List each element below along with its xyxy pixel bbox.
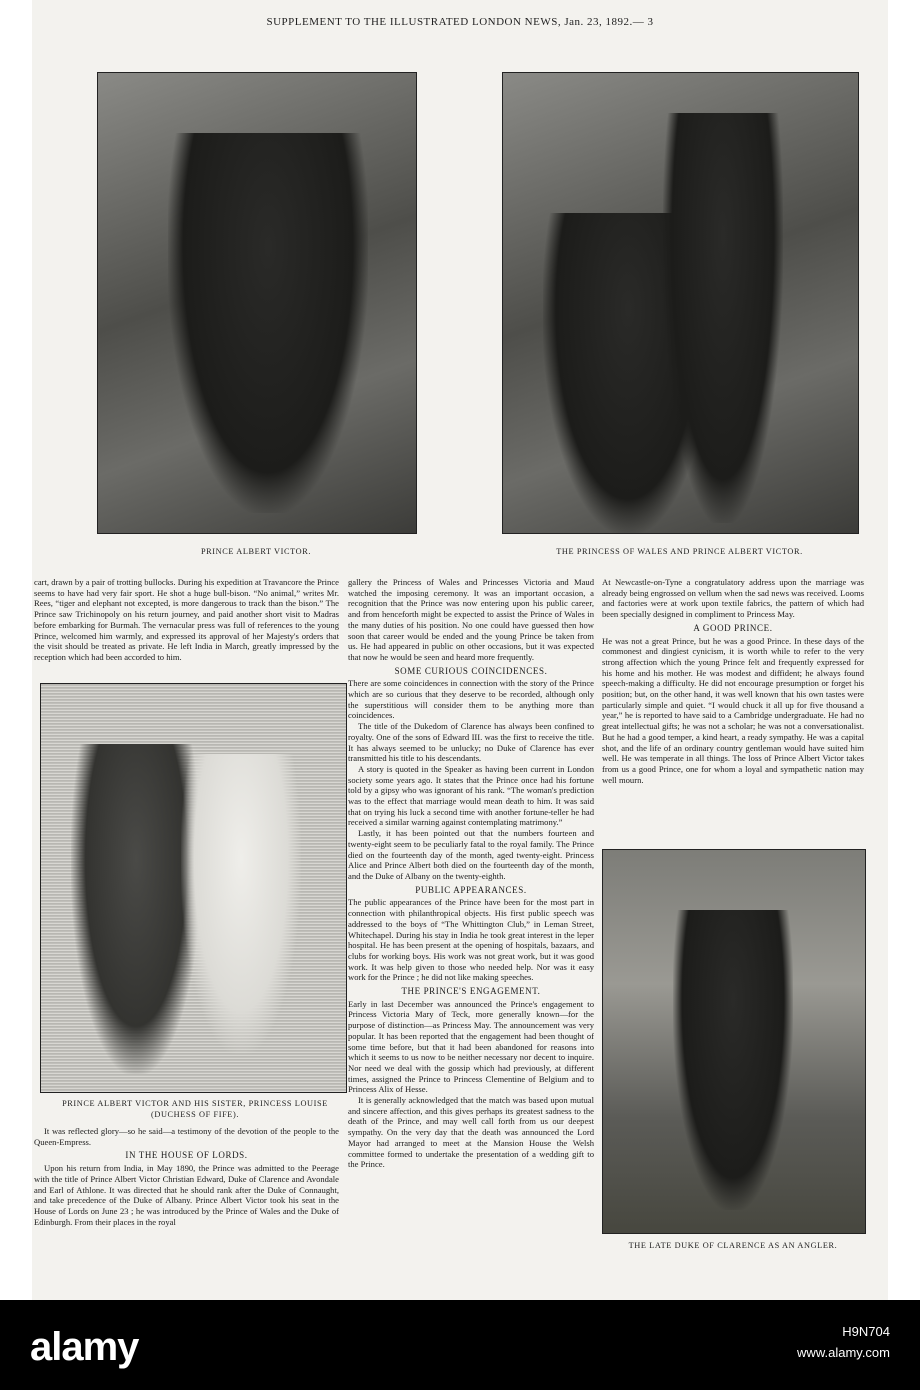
column-1	[34, 577, 339, 663]
caption-photo3: PRINCE ALBERT VICTOR AND HIS SISTER, PRINCESS LOUISE (DUCHESS OF FIFE).	[62, 1099, 328, 1119]
engraving-prince-and-sister	[40, 683, 347, 1093]
caption-photo1: PRINCE ALBERT VICTOR.	[200, 547, 312, 556]
section-heading-house-of-lords: IN THE HOUSE OF LORDS.	[125, 1150, 248, 1161]
col1-paragraph: It was reflected glory—so he said—a testimony of the devotion of the people to the Queen-Empress.	[34, 1126, 339, 1147]
section-heading-engagement: THE PRINCE'S ENGAGEMENT.	[401, 986, 541, 997]
col1-paragraph: Upon his return from India, in May 1890, the Prince was admitted to the Peerage with the title of Prince Albert Victor Christian Edward, Duke of Clarence and Avondale and Earl of Athlone. It was directed that he should rank after the Duke of Connaught, and take precedence of the Duke of Albany. Prince Albert Victor took his seat in the House of Lords on June 23 ; he was introduced by the Prince of Wales and the Duke of Edinburgh. From their places in the royal	[34, 1163, 339, 1227]
section-heading-good-prince: A GOOD PRINCE.	[693, 622, 773, 633]
site-url[interactable]: www.alamy.com	[797, 1345, 890, 1360]
alamy-logo: alamy	[30, 1325, 139, 1369]
col3-paragraph: He was not a great Prince, but he was a good Prince. In these days of the commonest and dingiest cynicism, it is worth while to refer to the very strong affection which the young Prince felt and frequently expressed for his home and his mother. He was modest and diffident; he always found speech-making a difficulty. He did not encourage presumption or forget his position; but, on the other hand, it was well known that his own tastes were particularly simple and quiet. “I would chuck it all up for five thousand a year,” he is reported to have said to a Cambridge undergraduate. He had no great intellectual gifts; he was not a scholar; he was not a conversationalist. But he had a good temper, a kind heart, a ready sympathy. He was a capital shot, and the life of an ordinary country gentleman would have suited him well. He was temperate in all things. The loss of Prince Albert Victor takes from us a good Prince, one for whom a loyal and sympathetic nation may well mourn.	[602, 635, 864, 785]
newspaper-page	[32, 0, 888, 1300]
col2-paragraph: The public appearances of the Prince have been for the most part in connection with philanthropical objects. His first public speech was addressed to the boys of “The Whittington Club,” in Leman Street, Whitechapel. During his stay in India he took great interest in the leper hospital. He has been present at the opening of hospitals, bazaars, and clubs for working boys. His work was not great work, but it was good work. It was help given to those who needed help. Nor was it easy work for the Prince ; he did not like making speeches.	[348, 897, 594, 983]
photo-prince-albert-victor	[97, 72, 417, 534]
column-1-lower	[34, 1126, 339, 1227]
caption-photo2: THE PRINCESS OF WALES AND PRINCE ALBERT VICTOR.	[556, 547, 803, 556]
photo-duke-angler	[602, 849, 866, 1234]
section-heading-coincidences: SOME CURIOUS COINCIDENCES.	[394, 665, 548, 676]
col2-paragraph: Lastly, it has been pointed out that the numbers fourteen and twenty-eight seem to be peculiarly fatal to the royal family. The Prince died on the fourteenth day of the month, aged twenty-eight. Princess Alice and Prince Albert both died on the fourteenth day of the month, and the Duke of Albany on the twenty-eighth.	[348, 828, 594, 881]
col2-paragraph: There are some coincidences in connection with the story of the Prince which are so curious that they deserve to be recorded, although only the superstitious will consider them to be anything more than coincidences.	[348, 678, 594, 721]
column-3	[602, 577, 864, 785]
col2-paragraph: It is generally acknowledged that the match was based upon mutual and sincere affection, and this gives perhaps its greatest sadness to the death of the Prince, and may well call forth from us our deepest sympathy. On the very day that the death was announced the Lord Mayor had arranged to meet at the Mansion House the Welsh committee formed to undertake the presentation of a wedding gift to the Prince.	[348, 1095, 594, 1170]
col1-paragraph: cart, drawn by a pair of trotting bullocks. During his expedition at Travancore the Prince seems to have had very fair sport. He shot a huge bull-bison. “No animal,” writes Mr. Rees, “tiger and elephant not excepted, is more dangerous to track than the bison.” The Prince saw Trichinopoly on his return journey, and paid another short visit to Madras before embarking for Burmah. The vernacular press was full of references to the young Prince, welcomed him warmly, and expressed its approval of her Majesty's orders that the visit should be treated as private. He left India in March, greatly impressed by the reception which had been accorded to him.	[34, 577, 339, 662]
col3-paragraph: At Newcastle-on-Tyne a congratulatory address upon the marriage was already being engrossed on vellum when the sad news was received. Looms and factories were at work upon textile fabrics, the pattern of which had been specially designed in compliment to Princess May.	[602, 577, 864, 620]
photo-princess-and-prince	[502, 72, 859, 534]
col2-paragraph: The title of the Dukedom of Clarence has always been confined to royalty. One of the sons of Edward III. was the first to receive the title. It has always seemed to be unlucky; no Duke of Clarence has ever transmitted his title to his descendants.	[348, 721, 594, 764]
col2-paragraph: Early in last December was announced the Prince's engagement to Princess Victoria Mary of Teck, more generally known—for the purpose of distinction—as Princess May. The announcement was very popular. It has been reported that the engagement had been thought of some time before, but that it had been abandoned for reasons into which it seems to us now to be neither necessary nor decent to inquire. Nor need we deal with the gossip which had previously, at different times, assigned the Prince to Princess Clementine of Belgium and to Princess Alix of Hesse.	[348, 998, 594, 1095]
caption-photo4: THE LATE DUKE OF CLARENCE AS AN ANGLER.	[628, 1241, 838, 1250]
page-header: SUPPLEMENT TO THE ILLUSTRATED LONDON NEWS, Jan. 23, 1892.— 3	[266, 16, 654, 28]
image-id: H9N704	[842, 1324, 890, 1339]
col2-paragraph: gallery the Princess of Wales and Princesses Victoria and Maud watched the imposing ceremony. It was an important occasion, a recognition that the Prince was now entering upon his public career, and from henceforth might be expected to assist the Prince of Wales in the many duties of his position. No one could have guessed then how soon that career would be ended and the young Prince be taken from us. He had appeared in public on other occasions, but it was expected that now he would be seen and heard more frequently.	[348, 577, 594, 662]
column-2	[348, 577, 594, 1170]
col2-paragraph: A story is quoted in the Speaker as having been current in London society some years ago. It states that the Prince once had his fortune told by a gipsy who was ignorant of his rank. “The woman's prediction was to the effect that marriage would mean death to him. It was said that on trying his luck a second time with another fortune-teller he had received a similar warning against contemplating matrimony.”	[348, 763, 594, 828]
section-heading-public-appearances: PUBLIC APPEARANCES.	[415, 884, 527, 895]
